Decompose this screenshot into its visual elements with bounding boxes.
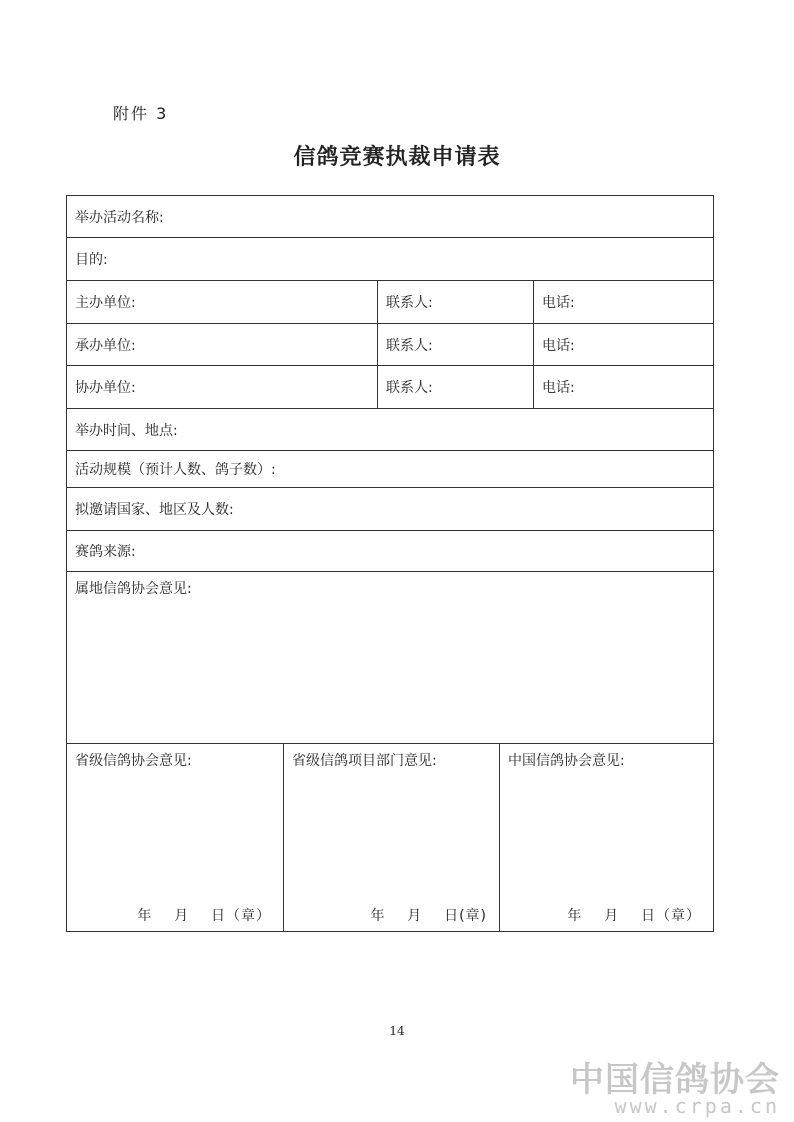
undertaker-label: 承办单位: bbox=[75, 337, 136, 354]
co-organizer-phone-label: 电话: bbox=[533, 366, 713, 408]
local-opinion-label: 属地信鸽协会意见: bbox=[75, 581, 192, 597]
undertaker-phone-label: 电话: bbox=[533, 324, 713, 365]
provincial-association-opinion-cell bbox=[67, 744, 283, 931]
purpose-label: 目的: bbox=[75, 252, 108, 268]
form-title: 信鸽竞赛执裁申请表 bbox=[293, 145, 501, 170]
row-pigeon-source bbox=[67, 531, 713, 572]
row-organizer bbox=[67, 281, 713, 324]
co-organizer-label: 协办单位: bbox=[75, 380, 136, 396]
row-undertaker bbox=[67, 324, 713, 366]
co-organizer-contact-label: 联系人: bbox=[377, 366, 533, 408]
scale-label: 活动规模（预计人数、鸽子数）: bbox=[75, 462, 276, 478]
provincial-department-opinion-label: 省级信鸽项目部门意见: bbox=[292, 753, 437, 769]
row-signatures bbox=[67, 744, 713, 931]
organizer-label: 主办单位: bbox=[75, 295, 136, 311]
row-event-name bbox=[67, 196, 713, 238]
row-co-organizer bbox=[67, 366, 713, 409]
row-scale bbox=[67, 451, 713, 488]
row-time-place bbox=[67, 409, 713, 451]
watermark-url: www.crpa.cn bbox=[614, 1094, 780, 1118]
row-invited bbox=[67, 488, 713, 531]
attachment-label: 附件 3 bbox=[113, 104, 169, 123]
event-name-label: 举办活动名称: bbox=[75, 209, 164, 226]
provincial-department-date-seal: 年 月 日(章) bbox=[370, 908, 487, 924]
provincial-association-opinion-label: 省级信鸽协会意见: bbox=[75, 753, 192, 769]
pigeon-source-label: 赛鸽来源: bbox=[75, 544, 136, 560]
page-number: 14 bbox=[389, 1024, 405, 1038]
watermark-name: 中国信鸽协会 bbox=[570, 1060, 780, 1100]
invited-label: 拟邀请国家、地区及人数: bbox=[75, 502, 234, 518]
national-association-opinion-cell bbox=[499, 744, 713, 931]
application-form-table bbox=[66, 195, 714, 932]
national-association-date-seal: 年 月 日（章） bbox=[567, 908, 701, 924]
provincial-department-opinion-cell bbox=[283, 744, 499, 931]
row-purpose bbox=[67, 238, 713, 281]
provincial-association-date-seal: 年 月 日（章） bbox=[137, 908, 271, 924]
time-place-label: 举办时间、地点: bbox=[75, 422, 178, 439]
organizer-phone-label: 电话: bbox=[533, 281, 713, 323]
undertaker-contact-label: 联系人: bbox=[377, 324, 533, 365]
row-local-opinion bbox=[67, 572, 713, 744]
national-association-opinion-label: 中国信鸽协会意见: bbox=[508, 753, 625, 769]
organizer-contact-label: 联系人: bbox=[377, 281, 533, 323]
